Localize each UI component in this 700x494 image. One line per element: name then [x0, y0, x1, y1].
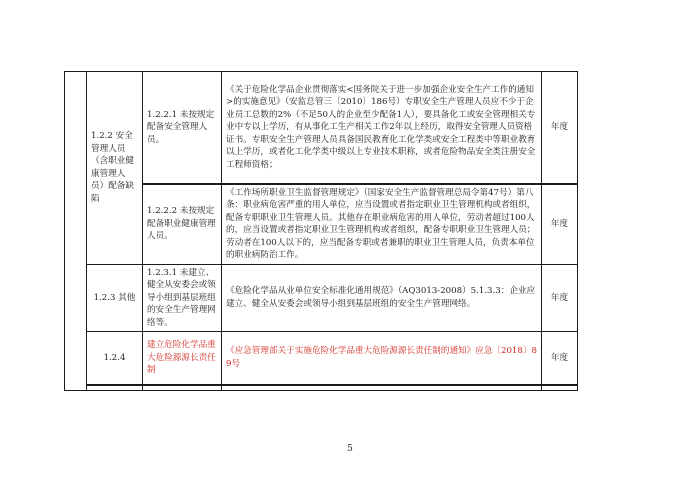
item-cell: 1.2.4 [87, 332, 143, 385]
empty-cell [143, 385, 222, 391]
empty-cell [87, 385, 143, 391]
frequency-cell: 年度 [542, 264, 578, 332]
frequency-cell: 年度 [542, 184, 578, 265]
item-cell: 1.2.2 安全管理人员（含职业健康管理人员）配备缺陷 [87, 72, 143, 265]
table-row-bottom [65, 385, 578, 391]
category-cell [65, 72, 87, 391]
sub-item-cell: 1.2.3.1 未建立、健全从安委会或领导小组到基层班组的安全生产管理网络等。 [143, 264, 222, 332]
frequency-cell: 年度 [542, 332, 578, 385]
frequency-cell: 年度 [542, 72, 578, 184]
sub-item-cell: 建立危险化学品重大危险源源长责任制 [143, 332, 222, 385]
sub-item-cell: 1.2.2.2 未按规定配备职业健康管理人员。 [143, 184, 222, 265]
basis-cell: 《应急管理部关于实施危险化学品重大危险源源长责任制的通知》应急〔2018〕89号 [222, 332, 542, 385]
item-cell: 1.2.3 其他 [87, 264, 143, 332]
empty-cell [542, 385, 578, 391]
table-row [65, 332, 578, 385]
regulation-table [64, 71, 578, 391]
empty-cell [222, 385, 542, 391]
sub-item-cell: 1.2.2.1 未按规定配备安全管理人员。 [143, 72, 222, 184]
table-row [65, 72, 578, 184]
table-row [65, 264, 578, 332]
basis-cell: 《关于危险化学品企业贯彻落实<国务院关于进一步加强企业安全生产工作的通知>的实施意见》（安监总管三〔2010〕186号）专职安全生产管理人员应不少于企业员工总数的2%（不足50人的企业至少配备1人），要具备化工或安全管理相关专业中专以上学历，有从事化工生产相关工作2年以上经历，取得安全管理人员资格证书。专职安全生产管理人员具备国民教育化工化学类或安全工程类中等职业教育以上学历，或者化工化学类中级以上专业技术职称，或者危险物品安全类注册安全工程师资格； [222, 72, 542, 184]
basis-cell: 《危险化学品从业单位安全标准化通用规范》（AQ3013-2008）5.1.3.3：企业应建立、健全从安委会或领导小组到基层班组的安全生产管理网络。 [222, 264, 542, 332]
page-number: 5 [347, 444, 353, 454]
basis-cell: 《工作场所职业卫生监督管理规定》（国家安全生产监督管理总局令第47号）第八条：职业病危害严重的用人单位，应当设置或者指定职业卫生管理机构或者组织，配备专职职业卫生管理人员。其他存在职业病危害的用人单位，劳动者超过100人的，应当设置或者指定职业卫生管理机构或者组织，配备专职职业卫生管理人员；劳动者在100人以下的，应当配备专职或者兼职的职业卫生管理人员，负责本单位的职业病防治工作。 [222, 184, 542, 265]
